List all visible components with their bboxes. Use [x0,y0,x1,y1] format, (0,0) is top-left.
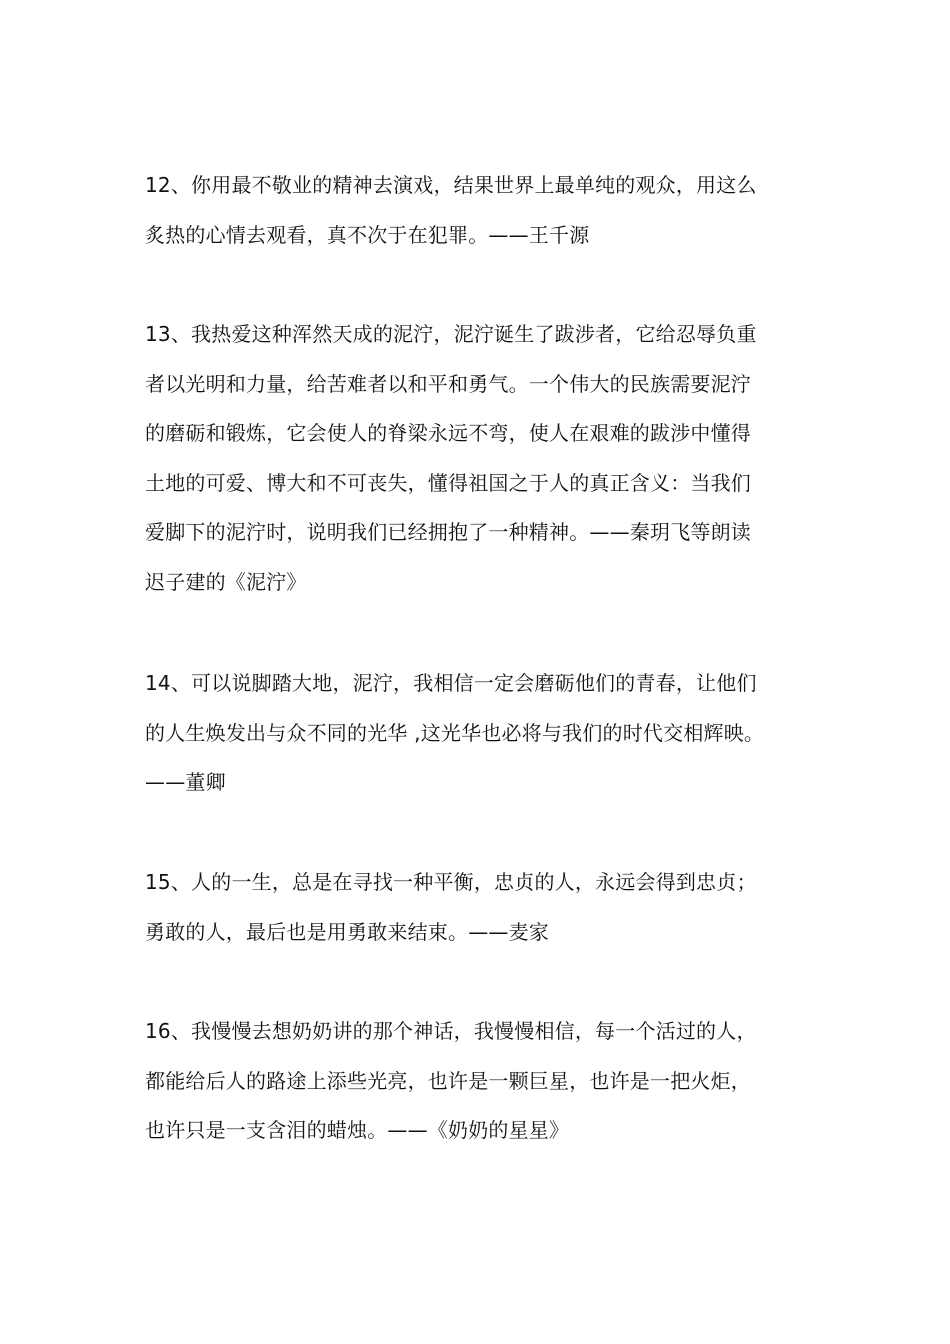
quote-line: 16、我慢慢去想奶奶讲的那个神话，我慢慢相信，每一个活过的人， [145,1019,757,1043]
quote-13 [145,310,810,608]
quote-line: 13、我热爱这种浑然天成的泥泞，泥泞诞生了跋涉者，它给忍辱负重 [145,322,757,346]
quote-line: 也许只是一支含泪的蜡烛。——《奶奶的星星》 [145,1118,570,1143]
quote-14 [145,659,810,808]
quote-line: 者以光明和力量，给苦难者以和平和勇气。一个伟大的民族需要泥泞 [145,371,751,396]
quote-line: 爱脚下的泥泞时，说明我们已经拥抱了一种精神。——秦玥飞等朗读 [145,520,751,545]
quote-line: 的磨砺和锻炼，它会使人的脊梁永远不弯，使人在艰难的跋涉中懂得 [145,421,751,446]
quote-line: 迟子建的《泥泞》 [145,569,307,594]
quote-line: 14、可以说脚踏大地，泥泞，我相信一定会磨砺他们的青春，让他们 [145,671,757,695]
quote-12 [145,161,810,260]
quote-15 [145,858,810,957]
quote-line: 15、人的一生，总是在寻找一种平衡，忠贞的人，永远会得到忠贞； [145,870,757,894]
quote-line: 都能给后人的路途上添些光亮，也许是一颗巨星，也许是一把火炬， [145,1068,751,1093]
quote-line: 12、你用最不敬业的精神去演戏，结果世界上最单纯的观众，用这么 [145,173,757,197]
quote-line: ——董卿 [145,770,226,795]
quote-line: 土地的可爱、博大和不可丧失，懂得祖国之于人的真正含义：当我们 [145,470,751,495]
quote-16 [145,1007,810,1156]
quote-line: 炙热的心情去观看，真不次于在犯罪。——王千源 [145,222,590,247]
quote-line: 勇敢的人，最后也是用勇敢来结束。——麦家 [145,919,549,944]
quote-line: 的人生焕发出与众不同的光华 ,这光华也必将与我们的时代交相辉映。 [145,720,765,745]
